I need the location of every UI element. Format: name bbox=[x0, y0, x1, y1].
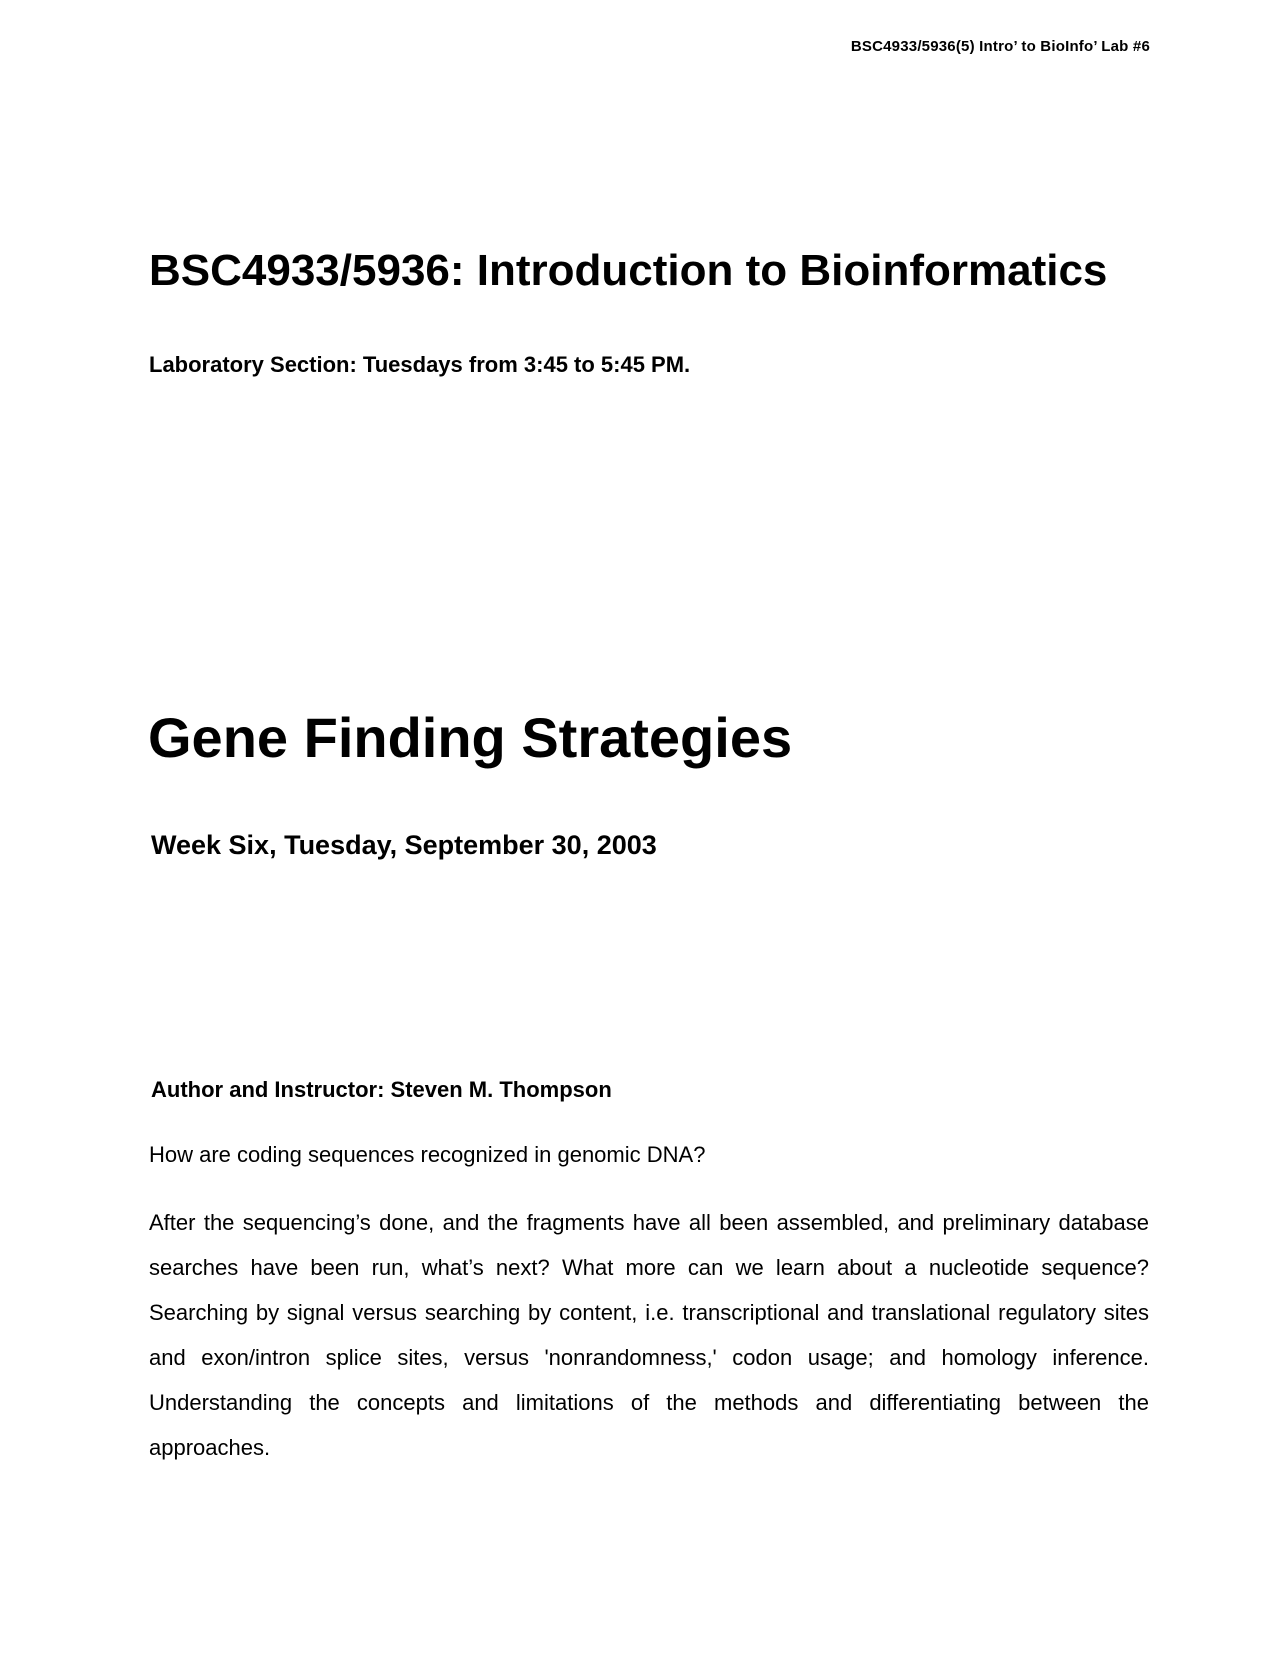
course-title: BSC4933/5936: Introduction to Bioinformatics bbox=[149, 246, 1108, 295]
lab-section-info: Laboratory Section: Tuesdays from 3:45 to 5:45 PM. bbox=[149, 352, 691, 377]
running-header: BSC4933/5936(5) Intro’ to BioInfo’ Lab #6 bbox=[850, 38, 1150, 55]
body-paragraph: After the sequencing’s done, and the fragments have all been assembled, and preliminary database searches have been run, what’s next? What more can we learn about a nucleotide sequence? Searching by signal versus searching by content, i.e. transcriptional and translational regulatory sites and exon/intron splice sites, versus 'nonrandomness,' codon usage; and homology inference. Understanding the concepts and limitations of the methods and differentiating between the approaches. bbox=[149, 1210, 1149, 1460]
intro-question: How are coding sequences recognized in genomic DNA? bbox=[149, 1142, 706, 1167]
lab-date: Week Six, Tuesday, September 30, 2003 bbox=[151, 830, 657, 860]
author-line: Author and Instructor: Steven M. Thompson bbox=[151, 1077, 612, 1102]
lab-title: Gene Finding Strategies bbox=[148, 706, 793, 769]
